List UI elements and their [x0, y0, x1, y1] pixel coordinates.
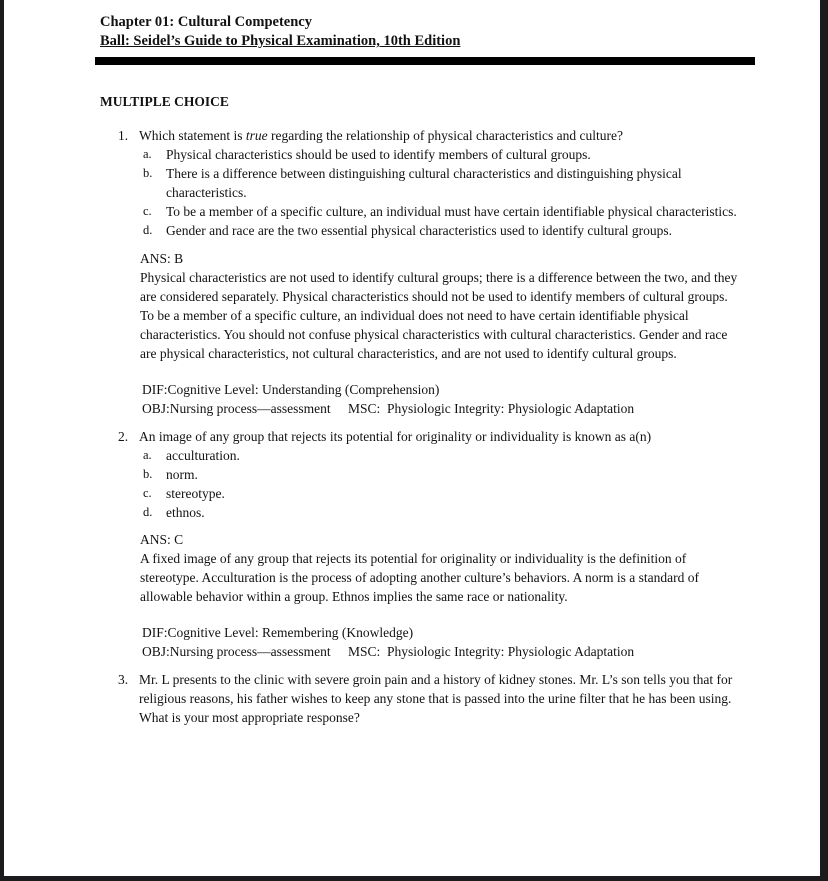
question-meta — [142, 380, 745, 418]
obj-msc-line — [142, 399, 745, 418]
stem-text: Mr. L presents to the clinic with severe groin pain and a history of kidney stones. Mr. L’s son tells you that for religious reasons, his father wishes to keep any stone that is passed into the urine filter that he has been using. What is your most appropriate response? — [139, 672, 733, 725]
option-text: To be a member of a specific culture, an individual must have certain identifiable physical characteristics. — [166, 204, 737, 219]
option-row-b — [143, 164, 745, 202]
option-letter: a. — [143, 448, 152, 462]
question-number: 2. — [118, 429, 129, 444]
option-letter: b. — [143, 166, 153, 180]
question-number: 1. — [118, 128, 129, 143]
option-row-d — [143, 503, 745, 522]
obj-label: OBJ:Nursing process—assessment — [142, 644, 331, 659]
question-2 — [100, 427, 745, 661]
chapter-title: Chapter 01: Cultural Competency — [100, 14, 312, 30]
page-left-border — [0, 0, 4, 881]
stem-text-after: regarding the relationship of physical characteristics and culture? — [267, 128, 623, 143]
question-stem-row — [100, 126, 745, 145]
option-text: acculturation. — [166, 448, 240, 463]
dif-line: DIF:Cognitive Level: Understanding (Comprehension) — [142, 382, 440, 397]
answer-label: ANS: C — [140, 532, 184, 547]
document-header — [100, 13, 745, 65]
question-stem — [139, 427, 745, 446]
option-row-c — [143, 484, 745, 503]
stem-emphasis: true — [245, 128, 268, 143]
option-letter: b. — [143, 467, 153, 481]
msc-label: MSC: Physiologic Integrity: Physiologic Adaptation — [348, 401, 635, 416]
option-text: Physical characteristics should be used to identify members of cultural groups. — [166, 147, 591, 162]
answer-label: ANS: B — [140, 251, 184, 266]
option-row-d — [143, 221, 745, 240]
question-1 — [100, 126, 745, 418]
page-right-border — [820, 0, 828, 881]
answer-block — [140, 249, 745, 363]
answer-rationale: A fixed image of any group that rejects its potential for originality or individuality is the definition of stereotype. Acculturation is the process of adopting another culture’s behaviors. A norm is a standard of allowable behavior within a group. Ethnos implies the same race or nationality. — [140, 551, 699, 604]
stem-text: Which statement is — [139, 128, 246, 143]
option-letter: c. — [143, 204, 152, 218]
option-text: Gender and race are the two essential physical characteristics used to identify cultural groups. — [166, 223, 673, 238]
book-title: Ball: Seidel’s Guide to Physical Examination, 10th Edition — [100, 33, 461, 49]
option-text: ethnos. — [166, 505, 205, 520]
option-letter: a. — [143, 147, 152, 161]
question-number: 3. — [118, 672, 129, 687]
question-meta — [142, 623, 745, 661]
stem-text: An image of any group that rejects its potential for originality or individuality is known as a(n) — [139, 429, 652, 444]
question-3 — [100, 670, 745, 727]
question-stem — [139, 126, 745, 145]
msc-label: MSC: Physiologic Integrity: Physiologic Adaptation — [348, 644, 635, 659]
question-stem-row — [100, 670, 745, 727]
question-stem — [139, 670, 745, 727]
obj-msc-line — [142, 642, 745, 661]
option-text: norm. — [166, 467, 198, 482]
option-text: There is a difference between distinguishing cultural characteristics and distinguishing physical characteristics. — [166, 166, 682, 200]
option-row-c — [143, 202, 745, 221]
section-title: MULTIPLE CHOICE — [100, 94, 229, 109]
option-letter: c. — [143, 486, 152, 500]
option-row-b — [143, 465, 745, 484]
answer-rationale: Physical characteristics are not used to identify cultural groups; there is a difference between the two, and they are considered separately. Physical characteristics should not be used to identify members of cultural groups. To be a member of a specific culture, an individual does not need to have certain identifiable physical characteristics. You should not confuse physical characteristics with cultural characteristics. Gender and race are physical characteristics, not cultural characteristics, and are not used to identify cultural groups. — [140, 270, 738, 361]
option-row-a — [143, 145, 745, 164]
option-letter: d. — [143, 505, 153, 519]
page-bottom-border — [0, 876, 828, 881]
option-row-a — [143, 446, 745, 465]
obj-label: OBJ:Nursing process—assessment — [142, 401, 331, 416]
option-letter: d. — [143, 223, 153, 237]
option-text: stereotype. — [166, 486, 225, 501]
dif-line: DIF:Cognitive Level: Remembering (Knowledge) — [142, 625, 414, 640]
header-rule — [95, 57, 755, 65]
question-stem-row — [100, 427, 745, 446]
answer-block — [140, 530, 745, 606]
